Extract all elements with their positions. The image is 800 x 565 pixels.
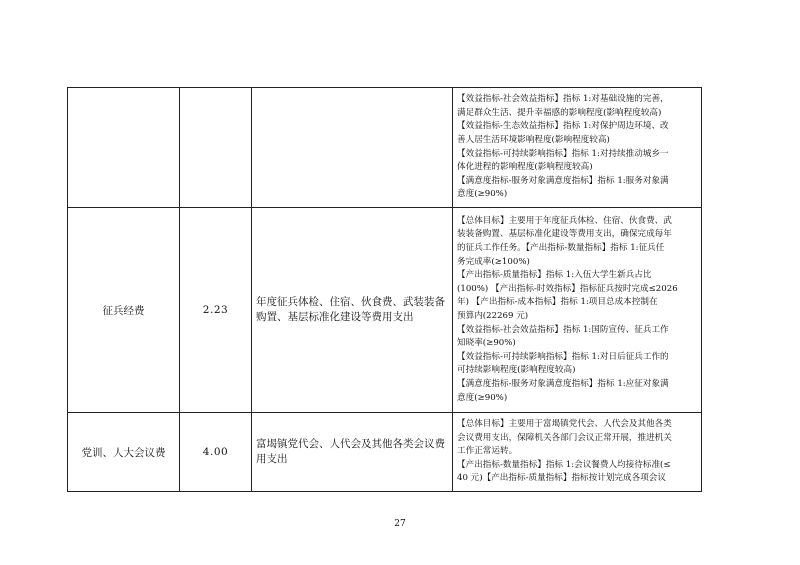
indicator-line: 装装备购置、基层标准化建设等费用支出，确保完成每年 — [457, 229, 672, 240]
amount-cell: 2.23 — [180, 208, 252, 413]
indicator-line: 会议费用支出，保障机关各部门会议正常开展，推进机关 — [457, 432, 672, 443]
project-name-cell: 征兵经费 — [68, 208, 180, 413]
indicator-line: 【满意度指标-服务对象满意度指标】指标 1:应征对象满 — [457, 378, 669, 389]
indicator-line: 年) 【产出指标-成本指标】指标 1:项目总成本控制在 — [457, 297, 658, 308]
indicator-line: 工作正常运转。 — [457, 446, 518, 457]
performance-indicators-cell — [453, 413, 702, 492]
indicator-line: 体化进程的影响程度(影响程度较高) — [457, 162, 593, 173]
indicator-line: 务完成率(≥100%) — [457, 256, 530, 267]
page-number: 27 — [394, 519, 406, 529]
table-row — [68, 88, 702, 208]
indicator-line: 【满意度指标-服务对象满意度指标】指标 1:服务对象满 — [457, 175, 669, 186]
performance-indicators-cell — [453, 88, 702, 208]
indicator-line: 知晓率(≥90%) — [457, 338, 516, 349]
indicator-line: 【总体目标】主要用于年度征兵体检、住宿、伙食费、武 — [457, 215, 672, 226]
indicator-line: 意度(≥90%) — [457, 392, 508, 403]
usage-description-cell — [252, 88, 453, 208]
indicator-line: 可持续影响程度(影响程度较高) — [457, 365, 576, 376]
performance-indicators-cell — [453, 208, 702, 413]
usage-description-cell: 富堨镇党代会、人代会及其他各类会议费用支出 — [252, 413, 453, 492]
indicator-line: 【效益指标-社会效益指标】指标 1:对基础设施的完善， — [457, 94, 669, 105]
indicator-line: 【效益指标-可持续影响指标】指标 1:对持续推动城乡一 — [457, 148, 669, 159]
indicator-line: 意度(≥90%) — [457, 189, 508, 200]
indicator-line: 预算内(22269 元) — [457, 311, 529, 321]
table-row — [68, 208, 702, 413]
indicator-line: 【效益指标-可持续影响指标】指标 1:对日后征兵工作的 — [457, 351, 669, 362]
project-name-cell: 党训、人大会议费 — [68, 413, 180, 492]
indicator-line: 满足群众生活、提升幸福感的影响程度(影响程度较高) — [457, 107, 662, 118]
indicator-line: 40 元)【产出指标-质量指标】指标按计划完成各项会议 — [457, 473, 666, 484]
indicator-line: (100%) 【产出指标-时效指标】指标征兵按时完成≤2026 — [457, 283, 678, 294]
table-row — [68, 413, 702, 492]
indicator-line: 善人居生活环境影响程度(影响程度较高) — [457, 134, 610, 145]
indicator-line: 【总体目标】主要用于富堨镇党代会、人代会及其他各类 — [457, 419, 672, 430]
indicator-line: 的征兵工作任务。【产出指标-数量指标】指标 1:征兵任 — [457, 243, 665, 254]
amount-cell — [180, 88, 252, 208]
project-name-cell — [68, 88, 180, 208]
usage-description-cell: 年度征兵体检、住宿、伙食费、武装装备购置、基层标准化建设等费用支出 — [252, 208, 453, 413]
indicator-line: 【效益指标-社会效益指标】指标 1:国防宣传、征兵工作 — [457, 324, 669, 335]
indicator-line: 【产出指标-数量指标】指标 1:会议餐费人均接待标准(≤ — [457, 459, 671, 470]
budget-performance-table — [67, 87, 702, 492]
indicator-line: 【产出指标-质量指标】指标 1:入伍大学生新兵占比 — [457, 270, 652, 281]
amount-cell: 4.00 — [180, 413, 252, 492]
indicator-line: 【效益指标-生态效益指标】指标 1:对保护周边环境、改 — [457, 121, 669, 132]
